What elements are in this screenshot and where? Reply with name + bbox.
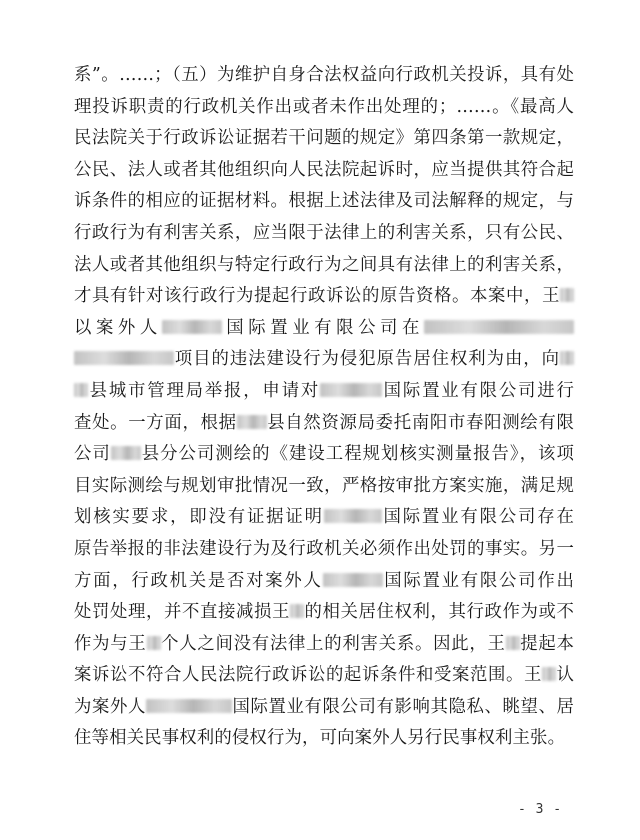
- text-segment: 县自然资源局委托南阳市春阳测绘有限: [266, 412, 574, 433]
- text-segment: 国际置业有限公司存在: [381, 507, 574, 528]
- text-segment: 原告举报的非法建设行为及行政机关必须作出处罚的事实。另一: [74, 538, 574, 559]
- redacted-name: [320, 383, 382, 397]
- text-segment: 才具有针对该行政行为提起行政诉讼的原告资格。本案中，王: [74, 286, 560, 307]
- text-segment: 法人或者其他组织与特定行政行为之间具有法律上的利害关系，: [74, 254, 574, 275]
- text-segment: 理投诉职责的行政机关作出或者未作出处理的；……。《最高人: [74, 96, 574, 117]
- redacted-name: [146, 699, 232, 713]
- text-segment: 划核实要求，即没有证据证明: [74, 507, 324, 528]
- text-line: [74, 502, 574, 534]
- text-line: [74, 155, 574, 187]
- redacted-name: [424, 320, 574, 334]
- text-segment: 查处。一方面，根据: [74, 412, 237, 433]
- text-segment: 目实际测绘与规划审批情况一致，严格按审批方案实施，满足规: [74, 475, 574, 496]
- text-line: [74, 439, 574, 471]
- text-line: [74, 566, 574, 598]
- text-line: [74, 723, 574, 755]
- text-segment: 行政行为有利害关系，应当限于法律上的利害关系，只有公民、: [74, 222, 574, 243]
- redacted-name: [506, 636, 520, 650]
- text-line: [74, 218, 574, 250]
- text-segment: 国际置业有限公司在: [221, 317, 424, 338]
- text-line: [74, 250, 574, 282]
- redacted-name: [542, 667, 556, 681]
- text-segment: 民法院关于行政诉讼证据若干问题的规定》第四条第一款规定，: [74, 128, 574, 149]
- text-line: [74, 376, 574, 408]
- text-segment: 公司: [74, 444, 111, 465]
- text-line: [74, 629, 574, 661]
- text-line: [74, 534, 574, 566]
- redacted-name: [237, 415, 267, 429]
- redacted-name: [162, 320, 222, 334]
- text-line: [74, 60, 574, 92]
- text-line: [74, 92, 574, 124]
- text-segment: 住等相关民事权利的侵权行为，可向案外人另行民事权利主张。: [74, 728, 566, 749]
- text-line: [74, 408, 574, 440]
- text-segment: 方面，行政机关是否对案外人: [74, 570, 323, 591]
- redacted-name: [324, 509, 382, 523]
- text-segment: 的相关居住权利，其行政作为或不: [304, 602, 574, 623]
- page-number: - 3 -: [518, 802, 563, 817]
- redacted-name: [560, 288, 574, 302]
- text-line: [74, 123, 574, 155]
- redacted-name: [147, 636, 161, 650]
- text-segment: 县城市管理局举报，申请对: [88, 380, 321, 401]
- text-line: [74, 313, 574, 345]
- text-line: [74, 660, 574, 692]
- text-segment: 项目的违法建设行为侵犯原告居住权利为由，向: [174, 349, 560, 370]
- text-segment: 个人之间没有法律上的利害关系。因此，王: [160, 633, 506, 654]
- redacted-name: [560, 351, 574, 365]
- text-segment: 提起本: [519, 633, 575, 654]
- redacted-name: [74, 383, 88, 397]
- text-segment: 县分公司测绘的《建设工程规划核实测量报告》，该项: [140, 444, 574, 465]
- text-line: [74, 186, 574, 218]
- text-segment: 处罚处理，并不直接减损王: [74, 602, 290, 623]
- text-segment: 公民、法人或者其他组织向人民法院起诉时，应当提供其符合起: [74, 159, 574, 180]
- text-line: [74, 281, 574, 313]
- text-segment: 国际置业有限公司进行: [382, 380, 574, 401]
- text-line: [74, 471, 574, 503]
- text-segment: 以案外人: [74, 317, 162, 338]
- redacted-name: [111, 446, 141, 460]
- redacted-name: [323, 573, 383, 587]
- redacted-name: [74, 351, 174, 365]
- text-segment: 为案外人: [74, 696, 146, 717]
- text-line: [74, 692, 574, 724]
- text-line: [74, 344, 574, 376]
- text-segment: 案诉讼不符合人民法院行政诉讼的起诉条件和受案范围。王: [74, 665, 542, 686]
- judgment-body-text: [74, 60, 574, 755]
- text-segment: 国际置业有限公司作出: [382, 570, 574, 591]
- text-line: [74, 597, 574, 629]
- text-segment: 作为与王: [74, 633, 147, 654]
- text-segment: 诉条件的相应的证据材料。根据上述法律及司法解释的规定，与: [74, 191, 574, 212]
- text-segment: 系”。……；（五）为维护自身合法权益向行政机关投诉，具有处: [74, 65, 574, 85]
- text-segment: 认: [556, 665, 574, 686]
- text-segment: 国际置业有限公司有影响其隐私、眺望、居: [232, 696, 574, 717]
- redacted-name: [290, 604, 304, 618]
